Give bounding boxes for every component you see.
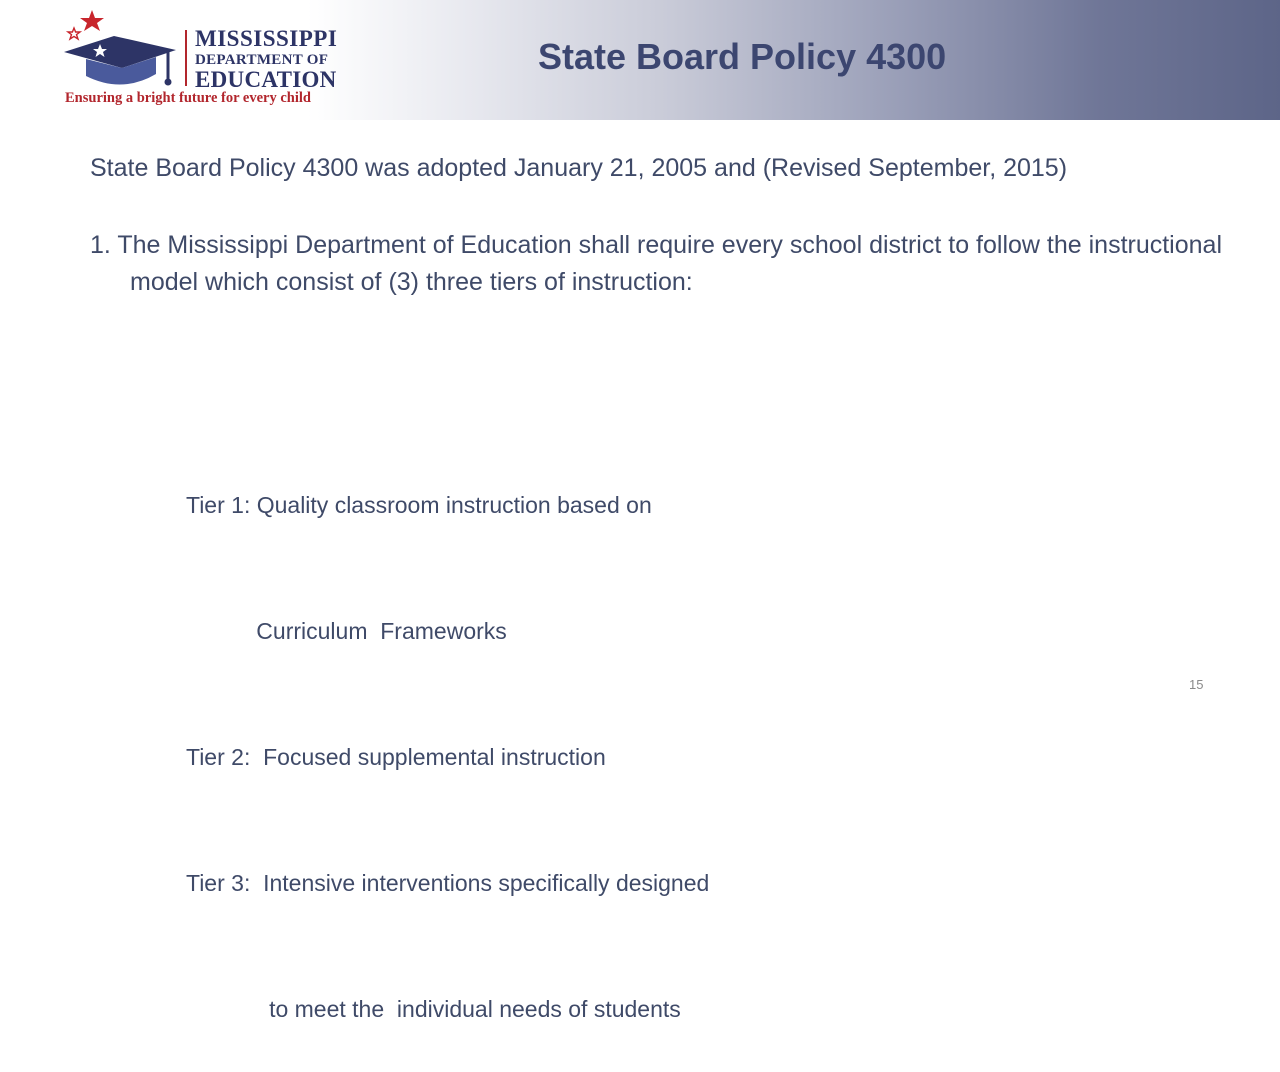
tier-1-line: Tier 1: Quality classroom instruction based on — [186, 492, 652, 518]
slide-body — [90, 150, 1230, 301]
mde-logo — [56, 6, 368, 114]
logo-tagline: Ensuring a bright future for every child — [65, 90, 311, 106]
logo-line-mississippi: MISSISSIPPI — [195, 26, 338, 51]
page-number: 15 — [1189, 677, 1204, 692]
policy-intro: State Board Policy 4300 was adopted January 21, 2005 and (Revised September, 2015) — [90, 154, 1068, 182]
slide-title: State Board Policy 4300 — [538, 36, 947, 77]
logo-line-education: EDUCATION — [195, 67, 337, 92]
tier-list — [186, 400, 709, 1072]
tier-2-line: Tier 2: Focused supplemental instruction — [186, 744, 606, 770]
policy-point-1: 1. The Mississippi Department of Education shall require every school district to follow the instructional model which consist of (3) three tiers of instruction: — [90, 231, 1223, 296]
graduation-cap-icon — [56, 6, 196, 90]
tier-3-line: Tier 3: Intensive interventions specifically designed — [186, 870, 710, 896]
header-banner — [0, 0, 1280, 120]
tier-1-continuation: Curriculum Frameworks — [186, 618, 507, 644]
tier-3-continuation: to meet the individual needs of students — [186, 996, 681, 1022]
logo-line-department: DEPARTMENT OF — [195, 52, 329, 68]
